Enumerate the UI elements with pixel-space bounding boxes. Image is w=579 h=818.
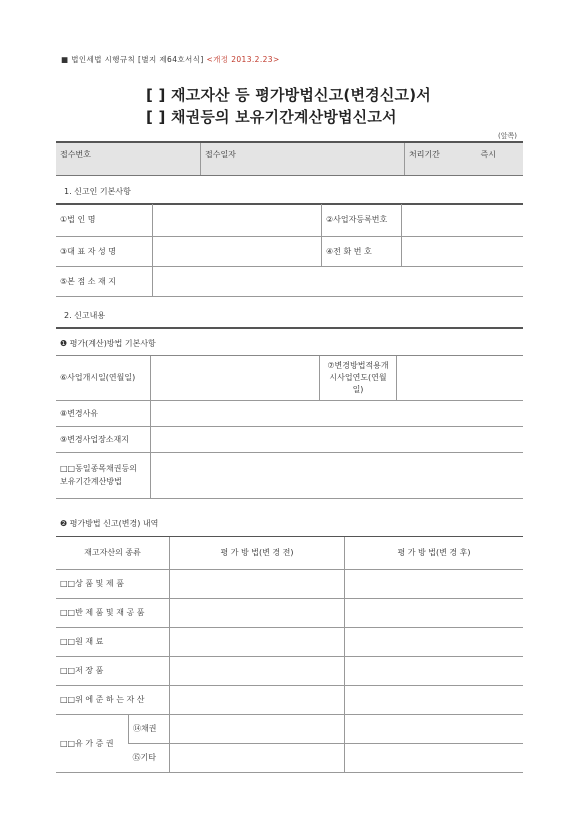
- bonds-after-field[interactable]: [345, 714, 524, 743]
- others-after-field[interactable]: [345, 743, 524, 772]
- table-row: [56, 714, 523, 743]
- change-location-field[interactable]: [151, 426, 524, 452]
- row-label-others: ⑮기타: [129, 743, 170, 772]
- others-before-field[interactable]: [170, 743, 345, 772]
- biz-reg-no-label: ②사업자등록번호: [322, 204, 402, 236]
- processing-period-cell: [405, 142, 524, 176]
- corp-name-field[interactable]: [153, 204, 322, 236]
- bond-method-field[interactable]: [151, 452, 524, 498]
- form-reference: ■ 법인세법 시행규칙 [별지 제64호서식]: [61, 55, 204, 64]
- raw-after-field[interactable]: [345, 627, 524, 656]
- hq-address-label: ⑤본 점 소 재 지: [56, 266, 153, 296]
- row-label-securities: □□유 가 증 권: [56, 714, 129, 772]
- section1-title: 1. 신고인 기본사항: [64, 187, 131, 196]
- table-row: [56, 627, 523, 656]
- page-side-label: (앞쪽): [498, 132, 517, 140]
- form-title-line1: [ ] 재고자산 등 평가방법신고(변경신고)서: [146, 86, 431, 104]
- raw-before-field[interactable]: [170, 627, 345, 656]
- reason-label: ⑧변경사유: [56, 400, 151, 426]
- bond-method-label: □□동일종목채권등의 보유기간계산방법: [56, 452, 151, 498]
- stored-before-field[interactable]: [170, 656, 345, 685]
- processing-period-value: 즉시: [480, 150, 496, 159]
- table-row: [56, 656, 523, 685]
- semi-before-field[interactable]: [170, 598, 345, 627]
- receipt-number-label: 접수번호: [56, 142, 201, 176]
- open-date-label: ⑥사업개시일(연월일): [56, 356, 151, 400]
- phone-label: ④전 화 번 호: [322, 236, 402, 266]
- form-title-line2: [ ] 채권등의 보유기간계산방법신고서: [146, 108, 397, 126]
- row-label-bonds: ⑭채권: [129, 714, 170, 743]
- col-after-header: 평 가 방 법(변 경 후): [345, 537, 524, 569]
- receipt-table: [56, 141, 523, 176]
- row-label-semi: □□반 제 품 및 재 공 품: [56, 598, 170, 627]
- table-row: [56, 598, 523, 627]
- row-label-products: □□상 품 및 제 품: [56, 569, 170, 598]
- semi-after-field[interactable]: [345, 598, 524, 627]
- row-label-similar: □□위 에 준 하 는 자 산: [56, 685, 170, 714]
- hq-address-field[interactable]: [153, 266, 524, 296]
- row-label-stored: □□저 장 품: [56, 656, 170, 685]
- change-location-label: ⑨변경사업장소재지: [56, 426, 151, 452]
- products-after-field[interactable]: [345, 569, 524, 598]
- rep-name-label: ③대 표 자 성 명: [56, 236, 153, 266]
- apply-year-field[interactable]: [397, 356, 524, 400]
- inventory-table: [56, 537, 523, 773]
- similar-after-field[interactable]: [345, 685, 524, 714]
- rep-name-field[interactable]: [153, 236, 322, 266]
- bonds-before-field[interactable]: [170, 714, 345, 743]
- similar-before-field[interactable]: [170, 685, 345, 714]
- processing-period-label: 처리기간: [409, 150, 440, 159]
- table-row: [56, 685, 523, 714]
- form-header: [61, 54, 280, 65]
- products-before-field[interactable]: [170, 569, 345, 598]
- col-before-header: 평 가 방 법(변 경 전): [170, 537, 345, 569]
- section2-divider: [56, 327, 523, 329]
- col-kind-header: 재고자산의 종류: [56, 537, 170, 569]
- method-basic-table: [56, 356, 523, 499]
- row-label-raw: □□원 재 료: [56, 627, 170, 656]
- phone-field[interactable]: [402, 236, 524, 266]
- applicant-table: [56, 204, 523, 297]
- biz-reg-no-field[interactable]: [402, 204, 524, 236]
- table-row: [56, 569, 523, 598]
- reason-field[interactable]: [151, 400, 524, 426]
- revision-note: <개정 2013.2.23>: [206, 55, 280, 64]
- corp-name-label: ①법 인 명: [56, 204, 153, 236]
- receipt-date-label: 접수일자: [201, 142, 405, 176]
- open-date-field[interactable]: [151, 356, 320, 400]
- report-subtitle: ❷ 평가방법 신고(변경) 내역: [60, 519, 159, 528]
- apply-year-label: ⑦변경방법적용개시사업연도(연월일): [320, 356, 397, 400]
- basic-info-subtitle: ❶ 평가(계산)방법 기본사항: [60, 339, 156, 348]
- section2-title: 2. 신고내용: [64, 311, 106, 320]
- stored-after-field[interactable]: [345, 656, 524, 685]
